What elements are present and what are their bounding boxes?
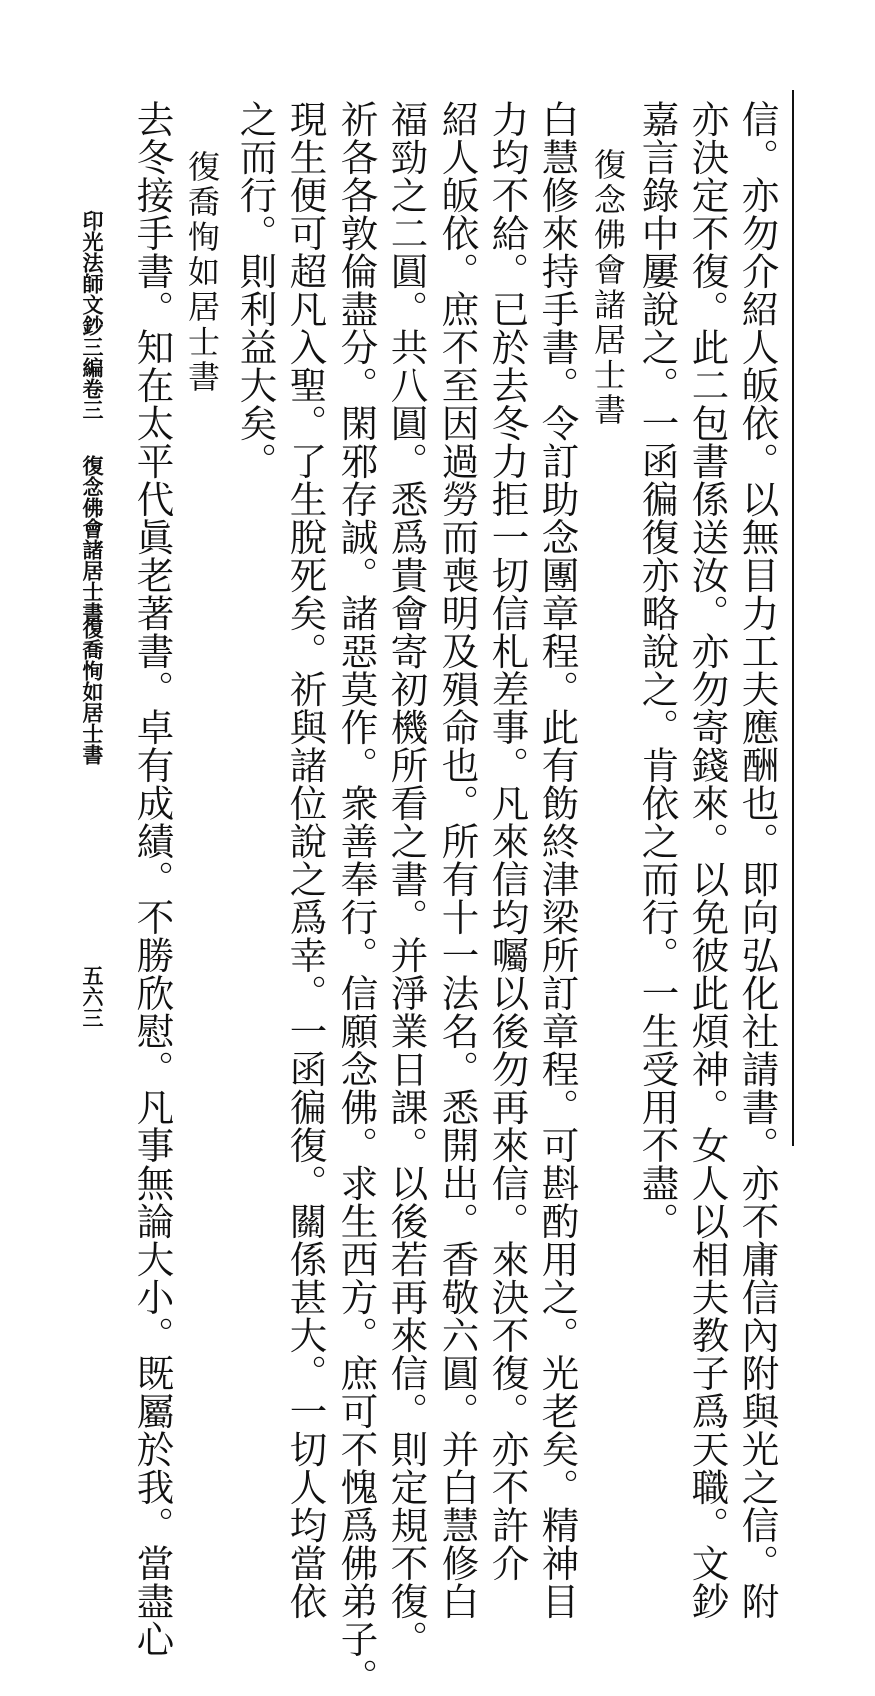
margin-section-title-2: 復喬恂如居士書: [80, 618, 105, 765]
text-column-2: 亦決定不復。此二包書係送汝。亦勿寄錢來。以免彼此煩神。女人以相夫教子爲天職。文鈔: [685, 100, 730, 1620]
text-column-7: 紹人皈依。庶不至因過勞而喪明及殞命也。所有十一法名。悉開出。香敬六圓。并白慧修白: [435, 100, 480, 1620]
text-column-9: 祈各各敦倫盡分。閑邪存誠。諸惡莫作。衆善奉行。信願念佛。求生西方。庶可不愧爲佛弟子。: [334, 100, 379, 1696]
text-column-3: 嘉言錄中屢說之。一函徧復亦略說之。肯依之而行。一生受用不盡。: [635, 100, 680, 1240]
page-number: 五六三: [80, 965, 105, 1028]
text-column-11: 之而行。則利益大矣。: [233, 100, 278, 480]
letter-title-2: 復喬恂如居士書: [183, 150, 221, 395]
text-column-10: 現生便可超凡入聖。了生脫死矣。祈與諸位說之爲幸。一函徧復。關係甚大。一切人均當依: [283, 100, 328, 1620]
margin-section-title-1: 復念佛會諸居士書: [80, 455, 105, 623]
text-column-1: 信。亦勿介紹人皈依。以無目力工夫應酬也。即向弘化社請書。亦不庸信內附與光之信。附: [735, 100, 780, 1620]
text-column-13: 去冬接手書。知在太平代眞老著書。卓有成績。不勝欣慰。凡事無論大小。既屬於我。當盡心: [130, 100, 175, 1658]
text-column-5: 白慧修來持手書。令訂助念團章程。此有飭終津梁所訂章程。可斟酌用之。光老矣。精神目: [535, 100, 580, 1620]
letter-title-1: 復念佛會諸居士書: [589, 148, 627, 428]
text-column-6: 力均不給。已於去冬力拒一切信札差事。凡來信均囑以後勿再來信。來決不復。亦不許介: [485, 100, 530, 1582]
text-column-8: 福勁之二圓。共八圓。悉爲貴會寄初機所看之書。并淨業日課。以後若再來信。則定規不復。: [384, 100, 429, 1658]
margin-book-title: 印光法師文鈔三編卷三: [80, 210, 105, 420]
